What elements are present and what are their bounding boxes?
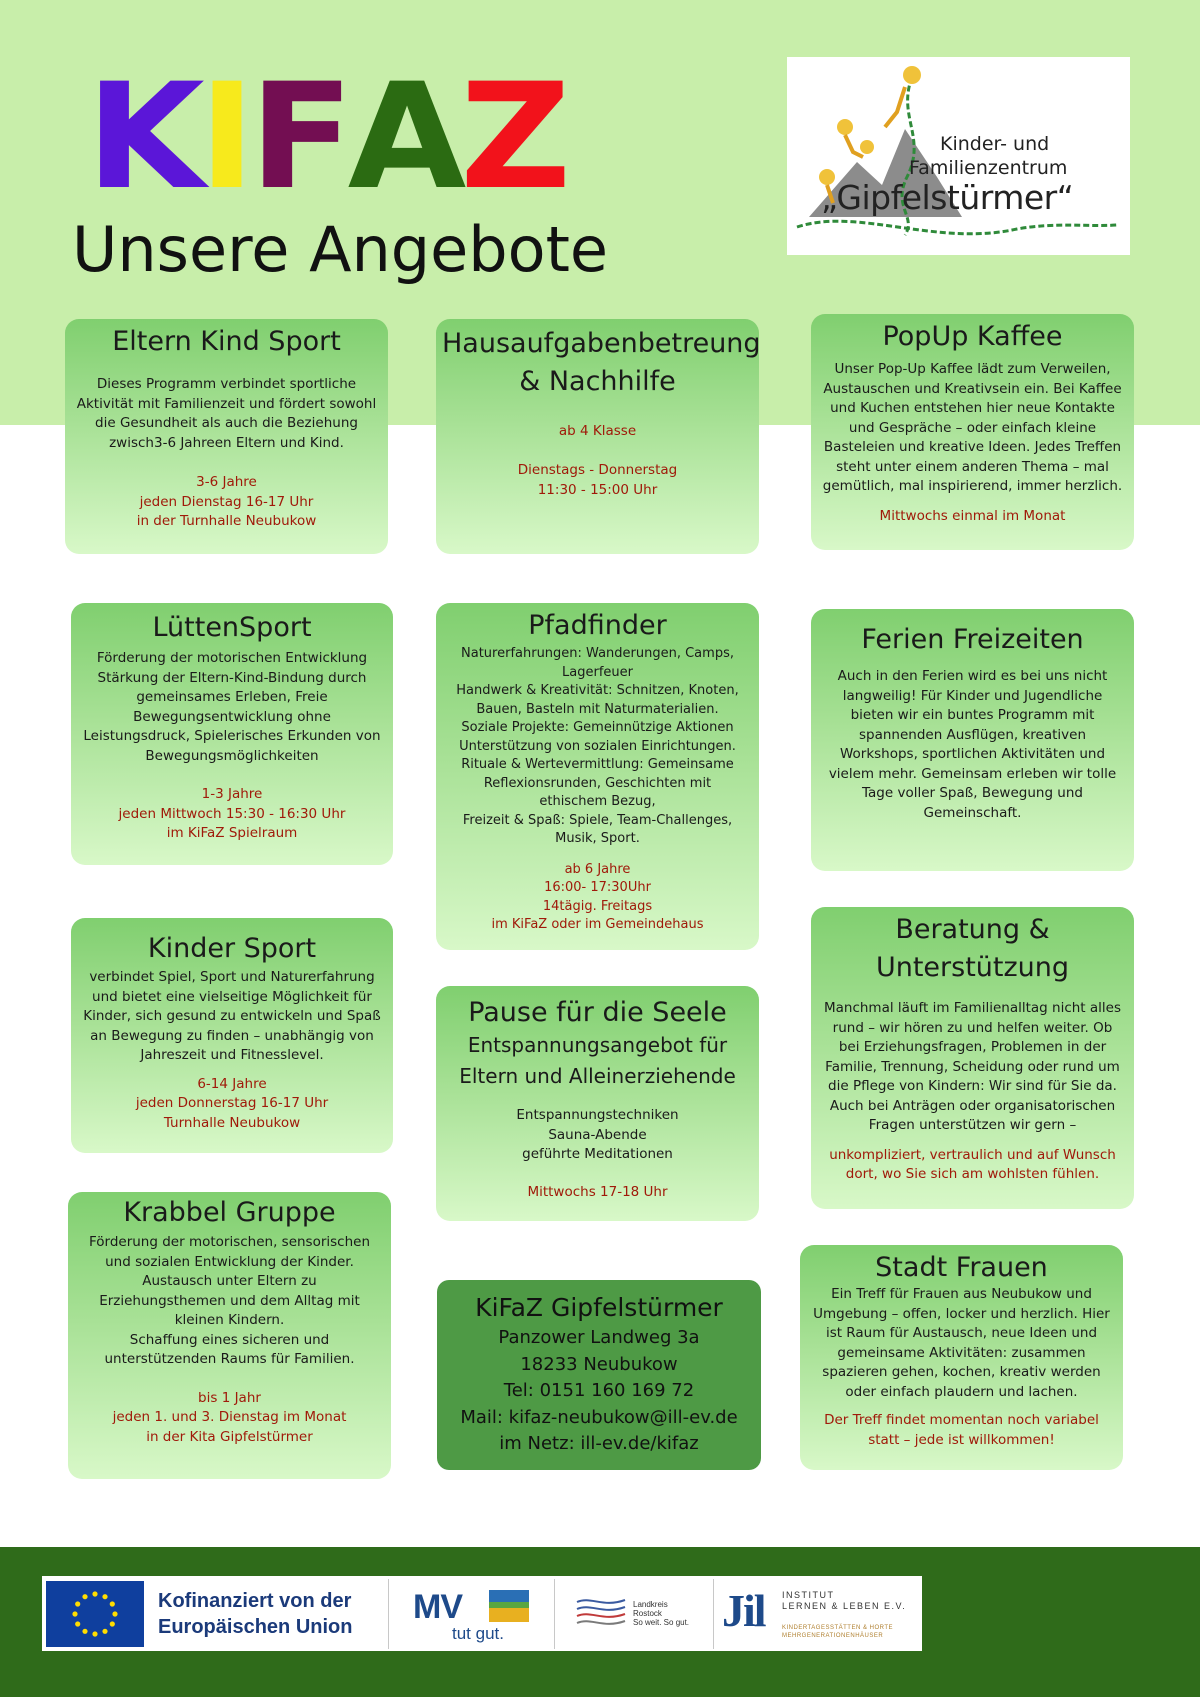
- kifaz-logo: [86, 52, 565, 222]
- mv-logo: [389, 1576, 554, 1651]
- sponsor-strip: [42, 1576, 922, 1651]
- offer-body: Förderung der motorischen Entwicklung Stärkung der Eltern-Kind-Bindung durch gemeinsames Erleben, Freie Bewegungsentwicklung ohne Leistungsdruck, Spielerisches Erkunden von Bewegungsmöglichkeiten: [83, 650, 381, 764]
- logo-letter: Z: [460, 52, 565, 222]
- gipfelstuermer-logo: [787, 57, 1130, 255]
- contact-city: 18233 Neubukow: [520, 1353, 678, 1375]
- offer-card-pause-fuer-die-seele: [436, 986, 759, 1221]
- jil-logo: [714, 1576, 919, 1651]
- offer-info: ab 6 Jahre 16:00- 17:30Uhr 14tägig. Freitags im KiFaZ oder im Gemeindehaus: [491, 861, 704, 932]
- contact-street: Panzower Landweg 3a: [498, 1327, 700, 1348]
- offer-info: 3-6 Jahre jeden Dienstag 16-17 Uhr in der Turnhalle Neubukow: [136, 474, 317, 529]
- contact-web[interactable]: im Netz: ill-ev.de/kifaz: [499, 1433, 699, 1454]
- mv-slogan: tut gut.: [452, 1624, 504, 1643]
- offer-title: Krabbel Gruppe: [123, 1197, 336, 1228]
- offer-body: Unser Pop-Up Kaffee lädt zum Verweilen, Austauschen und Kreativsein ein. Bei Kaffee und Kuchen entstehen hier neue Kontakte und Gespräche – oder einfach kleine Basteleien und kreative Ideen. Jedes Treffen steht unter einem anderen Thema – mal gemütlich, mal inspirierend, immer herzlich.: [822, 361, 1123, 494]
- offer-title: Pfadfinder: [528, 610, 667, 641]
- offer-info: Der Treff findet momentan noch variabel statt – jede ist willkommen!: [824, 1412, 1099, 1448]
- offer-body: Auch in den Ferien wird es bei uns nicht langweilig! Für Kinder und Jugendliche bieten wir ein buntes Programm mit spannenden Ausflügen, kreativen Workshops, sportlichen Aktivitäten und vielem mehr. Gemeinsam erleben wir tolle Tage voller Spaß, Bewegung und Gemeinschaft.: [828, 668, 1117, 821]
- offer-card-krabbel-gruppe: [68, 1192, 391, 1479]
- offer-title: Kinder Sport: [147, 933, 317, 964]
- offer-info: 1-3 Jahre jeden Mittwoch 15:30 - 16:30 Uhr im KiFaZ Spielraum: [118, 786, 346, 841]
- offer-info: 6-14 Jahre jeden Donnerstag 16-17 Uhr Turnhalle Neubukow: [135, 1075, 329, 1131]
- offer-body: verbindet Spiel, Sport und Naturerfahrung und bietet eine vielseitige Möglichkeit für Kinder, sich gesund zu entwickeln und Spaß an Bewegung zu finden – unabhängig von Jahreszeit und Fitnesslevel.: [83, 969, 381, 1063]
- landkreis-wave-icon: [573, 1594, 629, 1634]
- offer-card-stadt-frauen: [800, 1245, 1123, 1470]
- mv-logo-text: MV: [413, 1588, 462, 1626]
- contact-box: [437, 1280, 761, 1470]
- offer-body: Dieses Programm verbindet sportliche Aktivität mit Familienzeit und fördert sowohl die Gesundheit als auch die Beziehung zwisch3-6 Jahreen Eltern und Kind.: [76, 376, 377, 451]
- offer-info: ab 4 Klasse Dienstags - Donnerstag 11:30 - 15:00 Uhr: [517, 423, 678, 498]
- logo-line-3: „Gipfelstürmer“: [821, 178, 1074, 217]
- offer-title: Ferien Freizeiten: [861, 624, 1084, 655]
- offer-title: Stadt Frauen: [875, 1252, 1048, 1283]
- offer-card-luettensport: [71, 603, 393, 865]
- eu-cofinanced-text: Kofinanziert von der Europäischen Union: [158, 1589, 353, 1638]
- offer-title: PopUp Kaffee: [882, 321, 1063, 352]
- landkreis-rostock-logo: [555, 1576, 713, 1651]
- offer-body: Manchmal läuft im Familienalltag nicht alles rund – wir hören zu und helfen weiter. Ob bei Erziehungsfragen, Problemen in der Familie, Trennung, Scheidung oder rund um die Pflege von Kindern: Wir sind für Sie da. Auch bei Anträgen oder organisatorischen Fragen unterstützen wir gern –: [823, 1000, 1122, 1133]
- offer-body: Entspannungstechniken Sauna-Abende geführte Meditationen: [516, 1107, 679, 1162]
- offer-body: Naturerfahrungen: Wanderungen, Camps, Lagerfeuer Handwerk & Kreativität: Schnitzen, Knoten, Bauen, Basteln mit Naturmaterialien. Soziale Projekte: Gemeinnützige Aktionen Unterstützung von sozialen Einrichtungen. Rituale & Wertevermittlung: Gemeinsame Reflexionsrunden, Geschichten mit ethischem Bezug, Freizeit & Spaß: Spiele, Team-Challenges, Musik, Sport.: [456, 646, 739, 846]
- offer-info: Mittwochs 17-18 Uhr: [527, 1183, 668, 1200]
- offer-title: Beratung & Unterstützung: [875, 914, 1070, 983]
- logo-letter: K: [86, 52, 199, 222]
- offer-title: Eltern Kind Sport: [112, 326, 341, 357]
- logo-letter: A: [347, 52, 461, 222]
- offer-card-ferien-freizeiten: [811, 609, 1134, 871]
- offer-title: Pause für die Seele: [468, 997, 727, 1028]
- logo-line-1: Kinder- und: [940, 133, 1050, 155]
- contact-title: KiFaZ Gipfelstürmer: [475, 1293, 723, 1322]
- offer-info: Mittwochs einmal im Monat: [879, 507, 1066, 524]
- landkreis-text: Landkreis Rostock So weit. So gut.: [633, 1600, 690, 1627]
- page-title: Unsere Angebote: [72, 213, 609, 286]
- offer-card-pfadfinder: [436, 603, 759, 950]
- jil-logo-mark: Jil: [722, 1585, 765, 1636]
- logo-line-2: Familienzentrum: [909, 157, 1068, 179]
- contact-mail[interactable]: Mail: kifaz-neubukow@ill-ev.de: [460, 1406, 738, 1428]
- eu-flag-icon: [46, 1581, 144, 1647]
- offer-title: LüttenSport: [152, 612, 312, 643]
- offer-body: Ein Treff für Frauen aus Neubukow und Umgebung – offen, locker und herzlich. Hier ist Raum für Austausch, neue Ideen und gemeinsame Aktivitäten: zusammen spazieren gehen, kochen, kreativ werden oder einfach plaudern und lachen.: [813, 1286, 1110, 1400]
- offer-card-hausaufgabenbetreuung: [436, 319, 759, 554]
- offer-info: unkompliziert, vertraulich und auf Wunsch dort, wo Sie sich am wohlsten fühlen.: [829, 1146, 1116, 1182]
- logo-letter: F: [249, 52, 348, 222]
- logo-letter: I: [198, 52, 250, 222]
- offer-info: bis 1 Jahr jeden 1. und 3. Dienstag im Monat in der Kita Gipfelstürmer: [112, 1389, 347, 1445]
- offer-card-eltern-kind-sport: [65, 319, 388, 554]
- jil-name: INSTITUT LERNEN & LEBEN E.V.: [782, 1590, 907, 1611]
- offer-card-kinder-sport: [71, 918, 393, 1153]
- offer-subtitle: Entspannungsangebot für Eltern und Alleinerziehende: [459, 1033, 736, 1088]
- offer-title: Hausaufgabenbetreung & Nachhilfe: [442, 328, 761, 397]
- offer-card-beratung: [811, 907, 1134, 1209]
- jil-tagline: KINDERTAGESSTÄTTEN & HORTE MEHRGENERATIONENHÄUSER: [782, 1625, 894, 1639]
- mv-flag-icon: [489, 1590, 529, 1622]
- mountain-climbers-icon: [787, 57, 1130, 255]
- contact-phone[interactable]: Tel: 0151 160 169 72: [503, 1380, 695, 1401]
- offer-body: Förderung der motorischen, sensorischen und sozialen Entwicklung der Kinder. Austausch unter Eltern zu Erziehungsthemen und dem Alltag mit kleinen Kindern. Schaffung eines sicheren und unterstützenden Raums für Familien.: [88, 1234, 371, 1367]
- offer-card-popup-kaffee: [811, 314, 1134, 550]
